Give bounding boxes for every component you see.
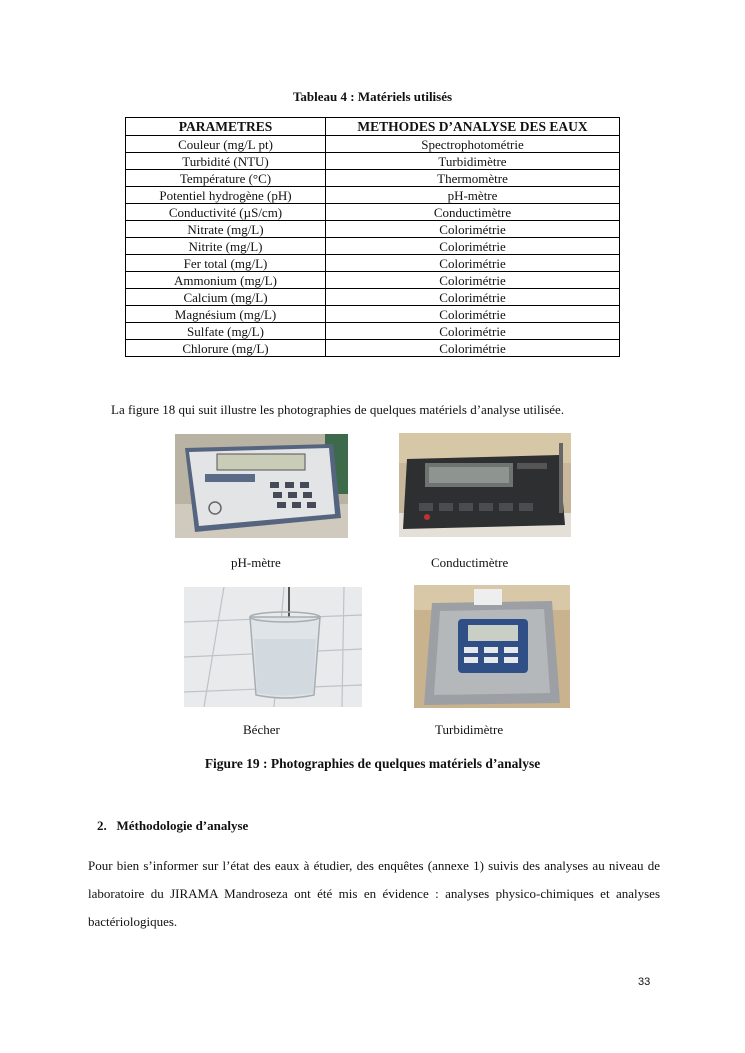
table-header-row	[126, 118, 620, 136]
param-cell: Température (°C)	[126, 170, 326, 187]
body-paragraph: Pour bien s’informer sur l’état des eaux à étudier, des enquêtes (annexe 1) suivis des analyses au niveau de laboratoire du JIRAMA Mandroseza ont été mis en évidence : analyses physico-chimiques et analyses bactériologiques.	[88, 858, 660, 929]
table-caption: Tableau 4 : Matériels utilisés	[292, 89, 453, 104]
param-cell: Potentiel hydrogène (pH)	[126, 187, 326, 204]
param-cell: Ammonium (mg/L)	[126, 272, 326, 289]
param-cell: Couleur (mg/L pt)	[126, 136, 326, 153]
table-row	[126, 136, 620, 153]
materials-table	[125, 117, 620, 357]
method-cell: Colorimétrie	[326, 255, 620, 272]
param-cell: Turbidité (NTU)	[126, 153, 326, 170]
ph-meter-label: pH-mètre	[231, 555, 281, 570]
method-cell: Colorimétrie	[326, 221, 620, 238]
table-row	[126, 187, 620, 204]
section-heading: 2. Méthodologie d’analyse	[97, 818, 249, 833]
method-cell: Turbidimètre	[326, 153, 620, 170]
table-row	[126, 255, 620, 272]
method-cell: Colorimétrie	[326, 238, 620, 255]
beaker-label: Bécher	[243, 722, 280, 737]
page-number: 33	[638, 976, 651, 988]
method-cell: Colorimétrie	[326, 289, 620, 306]
table-row	[126, 272, 620, 289]
param-cell: Calcium (mg/L)	[126, 289, 326, 306]
table-row	[126, 323, 620, 340]
method-cell: Colorimétrie	[326, 272, 620, 289]
table-row	[126, 170, 620, 187]
figure-caption: Figure 19 : Photographies de quelques matériels d’analyse	[204, 756, 541, 771]
param-cell: Sulfate (mg/L)	[126, 323, 326, 340]
method-cell: Spectrophotométrie	[326, 136, 620, 153]
table-row	[126, 289, 620, 306]
header-parametres: PARAMETRES	[126, 118, 326, 136]
intro-text: La figure 18 qui suit illustre les photographies de quelques matériels d’analyse utilisée.	[111, 402, 565, 417]
method-cell: pH-mètre	[326, 187, 620, 204]
param-cell: Nitrite (mg/L)	[126, 238, 326, 255]
param-cell: Magnésium (mg/L)	[126, 306, 326, 323]
param-cell: Conductivité (µS/cm)	[126, 204, 326, 221]
table-row	[126, 221, 620, 238]
param-cell: Chlorure (mg/L)	[126, 340, 326, 357]
turbidimeter-label: Turbidimètre	[435, 722, 504, 737]
table-row	[126, 153, 620, 170]
conductimeter-label: Conductimètre	[431, 555, 509, 570]
param-cell: Nitrate (mg/L)	[126, 221, 326, 238]
table-row	[126, 306, 620, 323]
ph-meter-photo	[175, 434, 348, 538]
method-cell: Colorimétrie	[326, 340, 620, 357]
method-cell: Colorimétrie	[326, 306, 620, 323]
table-row	[126, 238, 620, 255]
method-cell: Thermomètre	[326, 170, 620, 187]
beaker-photo	[184, 587, 362, 707]
method-cell: Conductimètre	[326, 204, 620, 221]
method-cell: Colorimétrie	[326, 323, 620, 340]
param-cell: Fer total (mg/L)	[126, 255, 326, 272]
header-methodes: METHODES D’ANALYSE DES EAUX	[326, 118, 620, 136]
conductimeter-photo	[399, 433, 571, 537]
table-row	[126, 204, 620, 221]
table-row	[126, 340, 620, 357]
turbidimeter-photo	[414, 585, 570, 708]
